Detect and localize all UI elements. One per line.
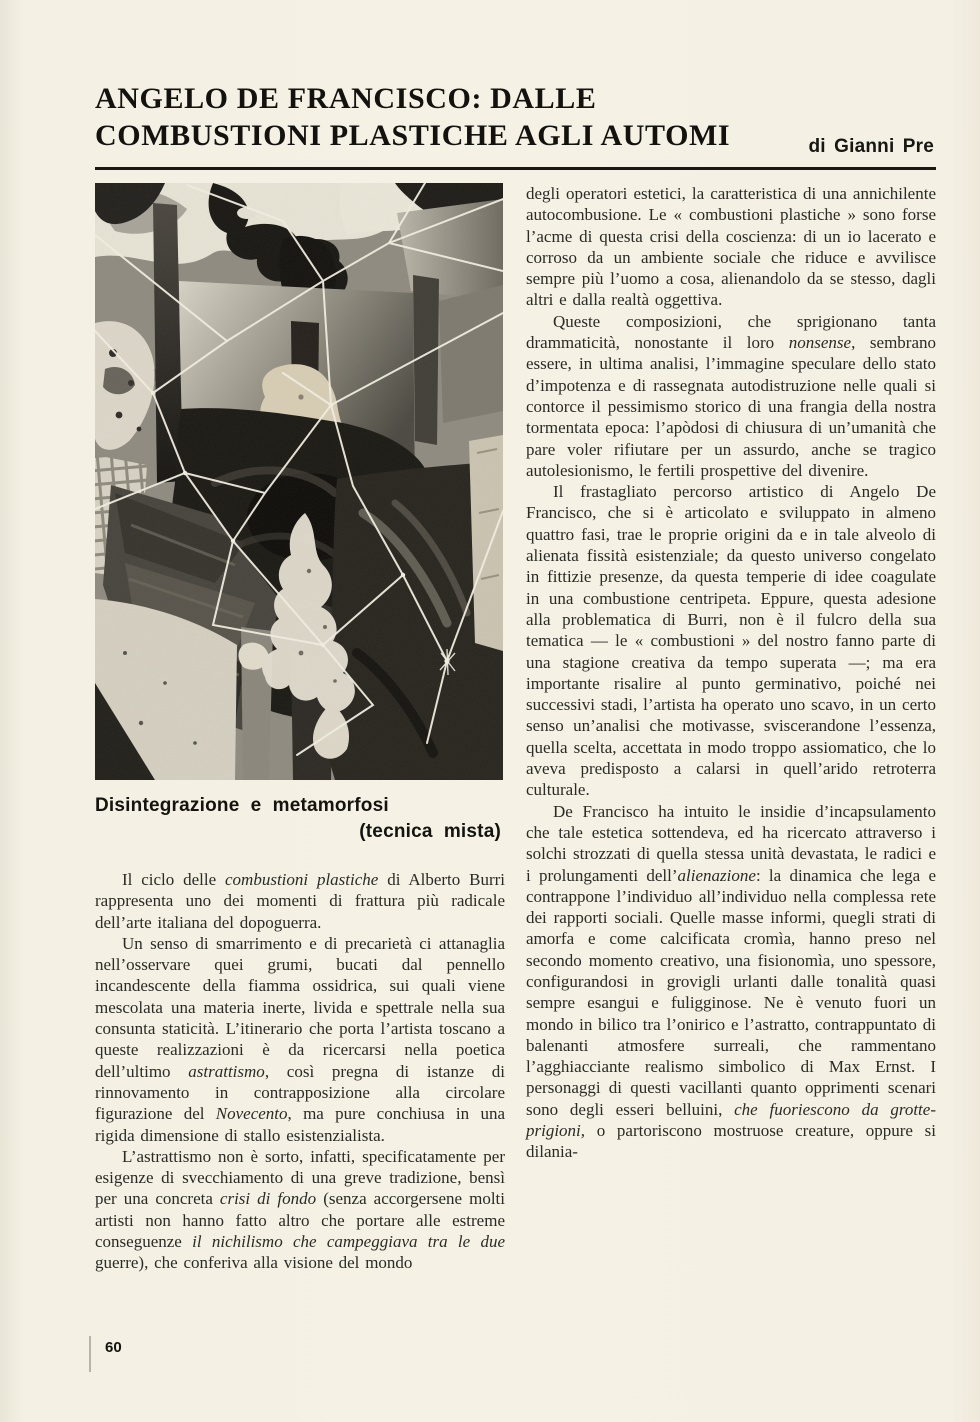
paragraph: Il ciclo delle combustioni plastiche di Alberto Burri rappresenta uno dei momenti di frattura più radicale dell’arte italiana del dopoguerra. — [95, 870, 505, 932]
artwork-image — [95, 183, 503, 780]
left-column-text — [95, 869, 505, 1274]
page-number: 60 — [105, 1339, 122, 1356]
article-body — [95, 183, 937, 1274]
artwork-caption-title: Disintegrazione e metamorfosi — [95, 795, 389, 816]
article-title-line1: ANGELO DE FRANCISCO: DALLE — [95, 82, 597, 115]
paragraph: L’astrattismo non è sorto, infatti, specificatamente per esigenze di svecchiamento di una greve tradizione, bensì per una concreta crisi di fondo (senza accorgersene molti artisti non hanno fatto altro che portare alle estreme conseguenze il nichilismo che campeggiava tra le due guerre), che conferiva alla visione del mondo — [95, 1146, 506, 1273]
artwork-caption — [95, 793, 505, 845]
header-rule — [95, 167, 936, 170]
artwork-figure — [95, 183, 505, 845]
byline: di Gianni Pre — [808, 136, 934, 157]
paragraph: Un senso di smarrimento e di precarietà ci attanaglia nell’osservare quei grumi, bucati dal pennello incandescente della fiamma ossidrica, sui quali viene mescolata una materia inerte, livida e spettrale nella sua consunta staticità. L’itinerario che porta l’artista toscano a queste realizzazioni è da ricercarsi nella poetica dell’ultimo astrattismo, così pregna di istanze di rinnovamento in contrapposizione alla circolare figurazione del Novecento, ma pure conchiusa in una rigida dimensione di stallo esistenzialista. — [95, 933, 506, 1145]
left-column — [95, 183, 505, 1274]
paragraph: De Francisco ha intuito le insidie d’incapsulamento che tale estetica sottendeva, ed ha ricercato attraverso i solchi strozzati di quella stessa unità devastata, le radici e i prolungamenti dell’alienazione: la dinamica che lega e contrappone l’individuo all’individuo nella complessa rete dei rapporti sociali. Quelle masse informi, quegli strati di amorfa e come calcificata cromìa, hanno preso nel secondo momento creativo, una fisionomìa, uno spessore, configurandosi in grovigli urlanti dalle tonalità quasi sempre esangui e fuligginose. Ne è venuto fuori un mondo in bilico tra l’onirico e l’astratto, contrappuntato di balenanti atmosfere surreali, che rammentano l’agghiacciante realismo simbolico di Max Ernst. I personaggi di questi vacillanti quanto opprimenti scenari sono degli esseri belluini, che fuoriescono da grotte-prigioni, o partoriscono mostruose creature, oppure si dilania- — [526, 801, 936, 1162]
article-title-line2: COMBUSTIONI PLASTICHE AGLI AUTOMI — [95, 119, 731, 152]
article-header — [95, 80, 936, 170]
right-column — [526, 183, 936, 1274]
artwork-caption-technique: (tecnica mista) — [359, 821, 501, 842]
paragraph: Queste composizioni, che sprigionano tanta drammaticità, nonostante il loro nonsense, sembrano essere, in ultima analisi, l’immagine speculare dello stato d’impotenza e di rassegnata autodistruzione nelle quali si contorce il pessimismo storico di una frangia della nostra tormentata epoca: l’apòdosi di chiusura di un’umanità che pare voler rifiutare per un assurdo, anche se tragico autolesionismo, le fertili prospettive del divenire. — [526, 311, 936, 480]
paragraph: Il frastagliato percorso artistico di Angelo De Francisco, che si è articolato e sviluppato in almeno quattro fasi, trae le proprie origini da e in tale alveolo di alienata fissità esistenziale; da questo universo congelato in fittizie presenze, da questa temperie di idee coagulate in una combustione centripeta. Eppure, questa adesione alla problematica di Burri, non è il fulcro della sua tematica — le « combustioni » del nostro fanno parte di una stagione creativa da tempo superata —; ma era importante risalire al punto germinativo, poiché nei successivi stadi, l’artista ha operato uno scavo, in un certo senso un’analisi che motivasse, sviscerandone l’essenza, quella scelta, accettata in modo troppo assiomatico, che lo aveva predisposto a calarsi in quell’arido retroterra culturale. — [526, 482, 936, 800]
footer-rule — [89, 1336, 91, 1372]
paragraph: degli operatori estetici, la caratteristica di una annichilente autocombusione. Le « combustioni plastiche » sono forse l’acme di questa crisi della coscienza: di un io lacerato e corroso da un ambiente sociale che riduce e avvilisce sempre più l’uomo a cosa, alienandolo da se stesso, dagli altri e dalla realtà oggettiva. — [526, 184, 936, 310]
